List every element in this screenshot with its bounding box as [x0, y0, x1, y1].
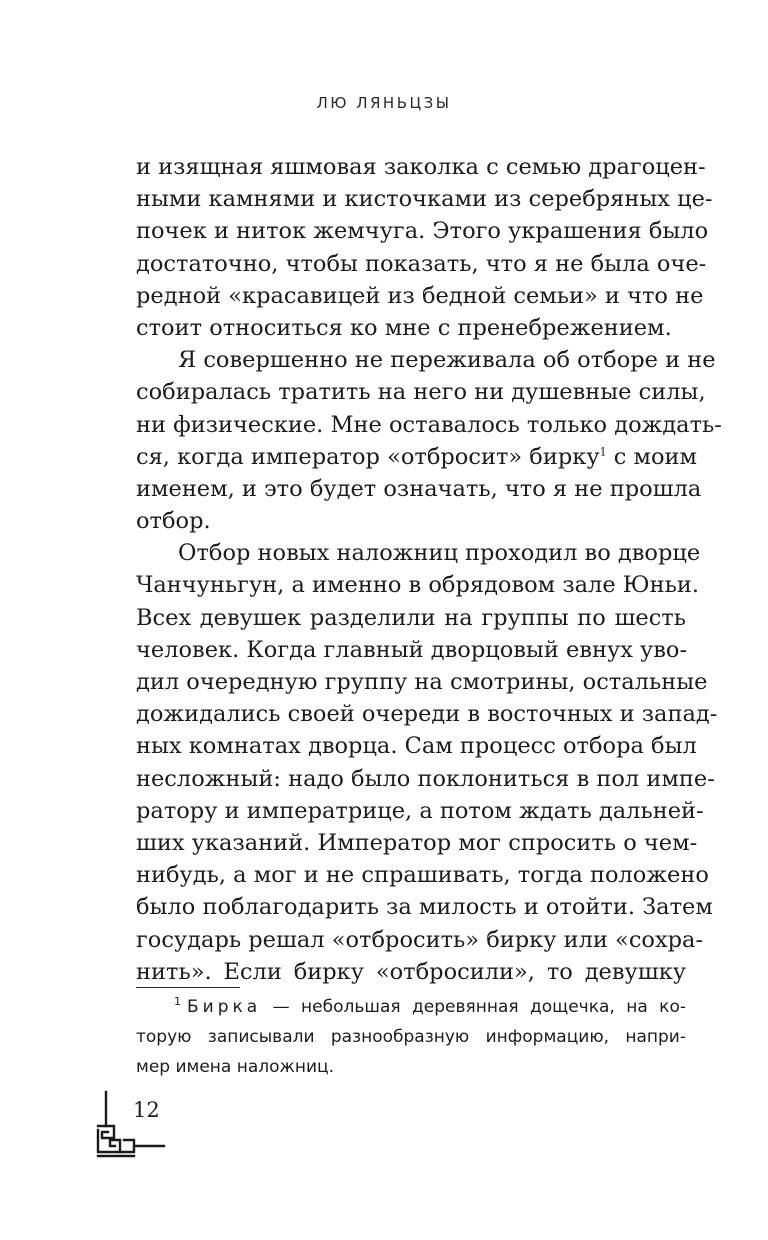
text-line: дожидались своей очереди в восточных и запад- [136, 701, 718, 728]
text-fragment: — небольшая деревянная дощечка, на ко- [261, 997, 686, 1017]
text-line: собиралась тратить на него ни душевные силы, [136, 379, 706, 406]
text-line: ни физические. Мне оставалось только дождать- [136, 411, 722, 438]
text-line: Чанчуньгун, а именно в обрядовом зале Юньи. [136, 572, 700, 599]
main-text [136, 151, 722, 988]
text-line: и изящная яшмовая заколка с семью драгоцен- [136, 154, 706, 180]
text-line: отбор. [136, 508, 211, 535]
footnote [136, 992, 686, 1082]
corner-ornament-icon [94, 1090, 166, 1160]
text-line: государь решал «отбросить» бирку или «сохра- [136, 926, 704, 953]
text-line: Отбор новых наложниц проходил во дворце [178, 540, 701, 567]
footnote-term: Бирка [187, 997, 262, 1017]
footnote-line [136, 992, 686, 1022]
text-line: несложный: надо было поклониться в пол импе- [136, 765, 715, 792]
page-number: 12 [133, 1098, 160, 1122]
text-line: было поблагодарить за милость и отойти. Затем [136, 894, 713, 921]
running-head: ЛЮ ЛЯНЬЦЗЫ [316, 94, 452, 112]
text-line: почек и ниток жемчуга. Этого украшения было [136, 218, 709, 245]
text-line: нить». Если бирку «отбросили», то девушку [136, 958, 686, 985]
text-line: именем, и это будет означать, что я не прошла [136, 475, 702, 502]
text-line: ших указаний. Император мог спросить о чем- [136, 829, 698, 856]
text-line: нибудь, а мог и не спрашивать, тогда положено [136, 862, 709, 889]
text-fragment: ся, когда император «отбросит» бирку [136, 443, 600, 470]
text-line: ными камнями и кисточками из серебряных це- [136, 186, 713, 213]
text-fragment: с моим [606, 443, 698, 470]
text-line: достаточно, чтобы показать, что я не была оче- [136, 250, 707, 277]
footnote-line: мер имена наложниц. [136, 1057, 334, 1077]
text-line: ратору и императрице, а потом ждать дальней- [136, 797, 704, 824]
text-line: стоит относиться ко мне с пренебрежением. [136, 314, 672, 341]
footnote-line: торую записывали разнообразную информацию, напри- [136, 1027, 686, 1047]
text-line: ных комнатах дворца. Сам процесс отбора был [136, 733, 697, 760]
text-line: редной «красавицей из бедной семьи» и что не [136, 282, 704, 309]
text-line: человек. Когда главный дворцовый евнух уво- [136, 636, 688, 663]
text-line: Всех девушек разделили на группы по шесть [136, 604, 686, 631]
footnote-reference[interactable]: 1 [599, 445, 607, 459]
footnote-mark: 1 [174, 995, 181, 1009]
footnote-divider [136, 987, 240, 988]
text-line-with-footnote-ref [136, 441, 698, 473]
text-line: дил очередную группу на смотрины, остальные [136, 669, 708, 695]
text-line: Я совершенно не переживала об отборе и не [178, 347, 716, 374]
